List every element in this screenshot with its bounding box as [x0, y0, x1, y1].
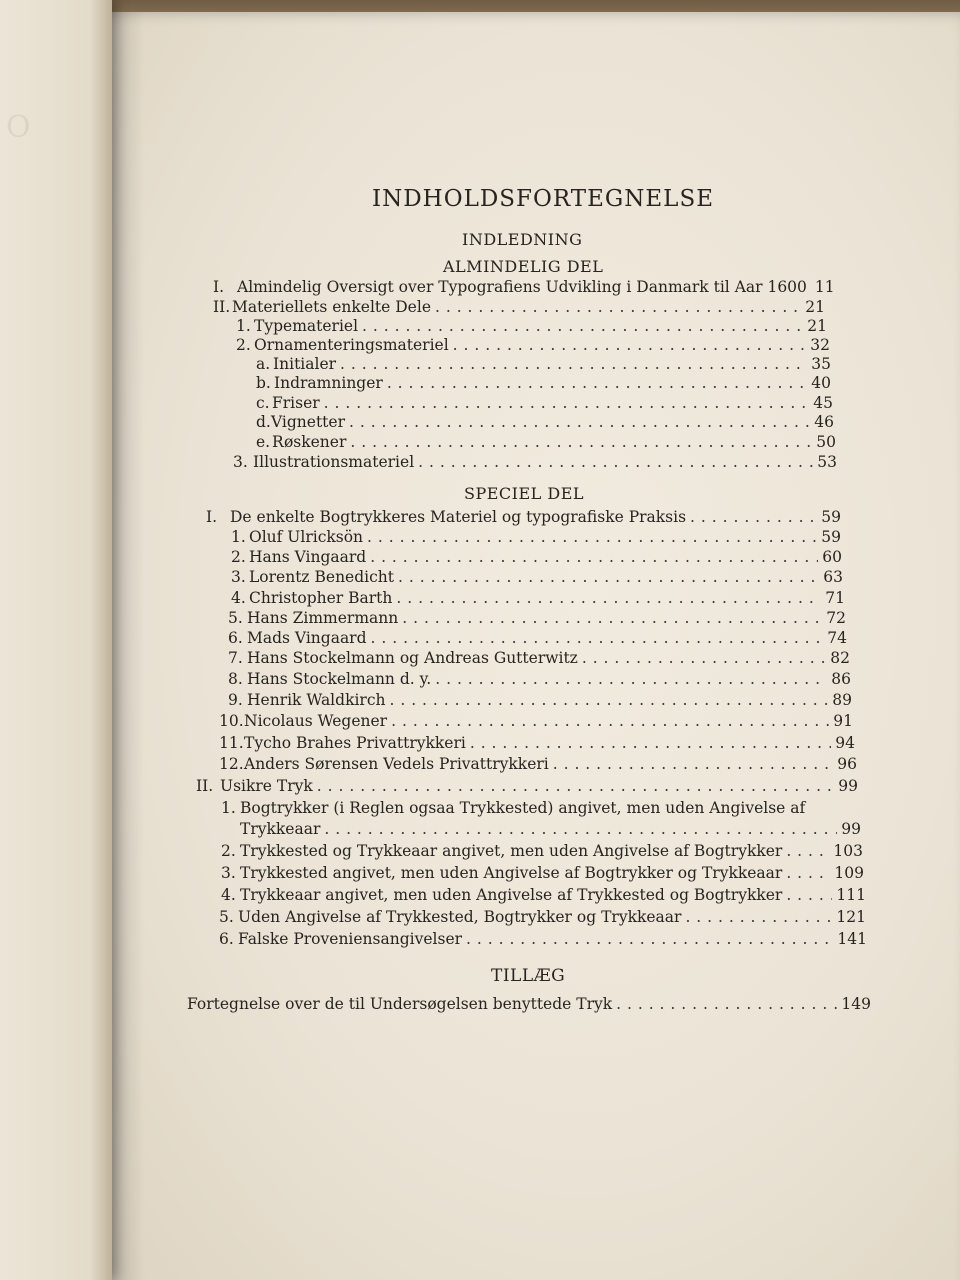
toc-entry-page: 82 — [830, 649, 850, 667]
leader-dots — [402, 609, 822, 627]
toc-entry-page: 71 — [825, 589, 845, 607]
toc-entry — [247, 629, 847, 647]
toc-entry-number: 11. — [219, 734, 244, 752]
toc-entry-page: 86 — [831, 670, 851, 688]
leader-dots — [349, 413, 810, 431]
toc-entry-page: 103 — [833, 842, 863, 860]
toc-entry-page: 46 — [814, 413, 834, 431]
toc-entry — [240, 820, 861, 838]
toc-entry — [254, 336, 830, 354]
toc-entry-number: 2. — [236, 336, 251, 354]
toc-entry-page: 74 — [827, 629, 847, 647]
toc-entry — [253, 453, 837, 471]
toc-entry — [237, 278, 835, 296]
toc-entry-number: a. — [256, 355, 271, 373]
leader-dots — [396, 589, 821, 607]
toc-entry-number: I. — [213, 278, 225, 296]
toc-entry-label: Anders Sørensen Vedels Privattrykkeri — [244, 755, 549, 773]
leader-dots — [387, 374, 807, 392]
leader-dots — [786, 864, 830, 882]
toc-entry-page: 21 — [807, 317, 827, 335]
toc-entry — [274, 374, 831, 392]
toc-entry-page: 94 — [835, 734, 855, 752]
toc-entry-page: 60 — [822, 548, 842, 566]
toc-entry-label: Friser — [272, 394, 320, 412]
toc-entry — [230, 508, 841, 526]
toc-entry-number: 4. — [231, 589, 246, 607]
toc-entry-number: b. — [256, 374, 271, 392]
leader-dots — [350, 433, 812, 451]
toc-entry-page: 50 — [816, 433, 836, 451]
toc-entry-label: Bogtrykker (i Reglen ogsaa Trykkested) angivet, men uden Angivelse af — [240, 799, 806, 817]
toc-entry-page: 45 — [813, 394, 833, 412]
toc-entry-label: Indramninger — [274, 374, 383, 392]
toc-entry-label: Røskener — [272, 433, 347, 451]
toc-entry — [249, 568, 843, 586]
page-title: INDHOLDSFORTEGNELSE — [372, 186, 714, 212]
toc-entry — [240, 864, 864, 882]
leader-dots — [367, 528, 817, 546]
toc-entry — [249, 589, 845, 607]
toc-entry-label: Nicolaus Wegener — [244, 712, 388, 730]
toc-entry-label: Initialer — [273, 355, 337, 373]
leader-dots — [317, 777, 834, 795]
toc-entry-label: Hans Stockelmann og Andreas Gutterwitz — [247, 649, 578, 667]
toc-entry-page: 59 — [821, 528, 841, 546]
leader-dots — [786, 842, 829, 860]
leader-dots — [435, 298, 801, 316]
toc-entry-number: 2. — [221, 842, 236, 860]
toc-entry-page: 96 — [837, 755, 857, 773]
toc-entry — [232, 298, 825, 316]
toc-entry-number: 3. — [231, 568, 246, 586]
toc-entry-page: 149 — [841, 995, 871, 1013]
toc-entry — [238, 930, 867, 948]
leader-dots — [340, 355, 807, 373]
toc-entry-label: Lorentz Benedicht — [249, 568, 395, 586]
toc-entry-number: e. — [256, 433, 271, 451]
leader-dots — [370, 548, 818, 566]
leader-dots — [553, 755, 834, 773]
toc-entry-number: 2. — [231, 548, 246, 566]
leader-dots — [418, 453, 813, 471]
toc-entry-number: 5. — [228, 609, 243, 627]
toc-entry-number: II. — [213, 298, 231, 316]
toc-entry-label: Christopher Barth — [249, 589, 393, 607]
toc-entry — [244, 734, 855, 752]
toc-entry-page: 99 — [838, 777, 858, 795]
toc-entry — [271, 413, 834, 431]
toc-entry — [273, 355, 831, 373]
leader-dots — [786, 886, 832, 904]
toc-entry-number: 7. — [228, 649, 243, 667]
toc-entry — [249, 528, 841, 546]
toc-entry-label: Almindelig Oversigt over Typografiens Udvikling i Danmark til Aar 1600 — [237, 278, 807, 296]
toc-entry-label: Fortegnelse over de til Undersøgelsen benyttede Tryk — [187, 995, 613, 1013]
toc-entry-label: Trykkested angivet, men uden Angivelse af Bogtrykker og Trykkeaar — [240, 864, 783, 882]
leader-dots — [685, 908, 832, 926]
leader-dots — [324, 820, 837, 838]
toc-entry-number: 4. — [221, 886, 236, 904]
section-speciel-del: SPECIEL DEL — [464, 484, 584, 503]
toc-entry-number: 1. — [221, 799, 236, 817]
toc-entry-number: 3. — [221, 864, 236, 882]
toc-entry-number: 6. — [228, 629, 243, 647]
leader-dots — [582, 649, 826, 667]
toc-entry-page: 63 — [823, 568, 843, 586]
toc-entry-number: II. — [196, 777, 214, 795]
toc-entry-label: Hans Stockelmann d. y. — [247, 670, 432, 688]
leader-dots — [398, 568, 819, 586]
toc-entry — [220, 777, 858, 795]
toc-entry — [272, 433, 836, 451]
toc-entry-number: 9. — [228, 691, 243, 709]
toc-entry — [247, 609, 846, 627]
toc-entry-page: 99 — [841, 820, 861, 838]
toc-entry-page: 11 — [814, 278, 835, 296]
toc-entry — [240, 886, 866, 904]
toc-entry-number: d. — [256, 413, 271, 431]
toc-entry-number: 12. — [219, 755, 244, 773]
toc-entry — [254, 317, 827, 335]
toc-entry-number: 3. — [233, 453, 248, 471]
toc-entry-page: 21 — [805, 298, 825, 316]
toc-entry-label: Hans Vingaard — [249, 548, 367, 566]
toc-entry-label: Trykkeaar angivet, men uden Angivelse af Trykkested og Bogtrykker — [240, 886, 783, 904]
left-page-edge — [0, 0, 112, 1280]
toc-entry-label: Materiellets enkelte Dele — [232, 298, 431, 316]
toc-entry-label-continued: Trykkeaar — [240, 820, 321, 838]
toc-entry — [272, 394, 833, 412]
toc-entry-label: Illustrationsmateriel — [253, 453, 415, 471]
toc-entry-page: 121 — [836, 908, 866, 926]
toc-entry-page: 109 — [834, 864, 864, 882]
leader-dots — [435, 670, 827, 688]
section-tillaeg: TILLÆG — [491, 966, 566, 986]
toc-entry — [240, 842, 863, 860]
toc-entry — [238, 908, 866, 926]
leader-dots — [371, 629, 824, 647]
toc-entry-number: c. — [256, 394, 270, 412]
toc-entry-page: 111 — [836, 886, 866, 904]
section-indledning: INDLEDNING — [462, 230, 583, 249]
toc-entry-page: 89 — [832, 691, 852, 709]
toc-entry-page: 40 — [811, 374, 831, 392]
toc-entry — [247, 649, 850, 667]
toc-entry-number: 8. — [228, 670, 243, 688]
toc-entry-number: 1. — [236, 317, 251, 335]
toc-entry-label: Usikre Tryk — [220, 777, 313, 795]
toc-entry-label: Mads Vingaard — [247, 629, 367, 647]
toc-entry-label: Trykkested og Trykkeaar angivet, men uden Angivelse af Bogtrykker — [240, 842, 783, 860]
toc-entry-number: 10. — [219, 712, 244, 730]
toc-entry-label: Henrik Waldkirch — [247, 691, 386, 709]
toc-entry-label: Falske Proveniensangivelser — [238, 930, 463, 948]
toc-entry-number: 6. — [219, 930, 234, 948]
leader-dots — [362, 317, 803, 335]
leader-dots — [466, 930, 833, 948]
toc-entry — [244, 755, 857, 773]
toc-entry-number: I. — [206, 508, 218, 526]
toc-entry — [249, 548, 842, 566]
leader-dots — [324, 394, 810, 412]
toc-entry-label: Uden Angivelse af Trykkested, Bogtrykker og Trykkeaar — [238, 908, 682, 926]
leader-dots — [690, 508, 817, 526]
toc-entry-label: Vignetter — [271, 413, 345, 431]
toc-entry-tillaeg — [187, 995, 871, 1013]
leader-dots — [616, 995, 837, 1013]
leader-dots — [470, 734, 831, 752]
toc-entry-label: Hans Zimmermann — [247, 609, 399, 627]
toc-entry — [244, 712, 853, 730]
toc-entry-page: 59 — [821, 508, 841, 526]
section-almindelig-del: ALMINDELIG DEL — [443, 257, 604, 276]
toc-entry-page: 91 — [833, 712, 853, 730]
toc-entry-page: 141 — [837, 930, 867, 948]
toc-entry-page: 53 — [817, 453, 837, 471]
toc-entry-label: De enkelte Bogtrykkeres Materiel og typografiske Praksis — [230, 508, 687, 526]
toc-entry-page: 72 — [826, 609, 846, 627]
leader-dots — [453, 336, 807, 354]
toc-entry-label: Ornamenteringsmateriel — [254, 336, 449, 354]
toc-entry-number: 5. — [219, 908, 234, 926]
toc-entry-page: 32 — [810, 336, 830, 354]
leader-dots — [391, 712, 829, 730]
toc-entry — [247, 691, 852, 709]
toc-entry — [247, 670, 851, 688]
show-through-mark: O — [6, 110, 33, 145]
toc-entry-label: Typemateriel — [254, 317, 359, 335]
leader-dots — [390, 691, 829, 709]
toc-entry-label: Tycho Brahes Privattrykkeri — [244, 734, 466, 752]
toc-entry-label: Oluf Ulricksön — [249, 528, 364, 546]
toc-entry-page: 35 — [811, 355, 831, 373]
toc-entry-number: 1. — [231, 528, 246, 546]
